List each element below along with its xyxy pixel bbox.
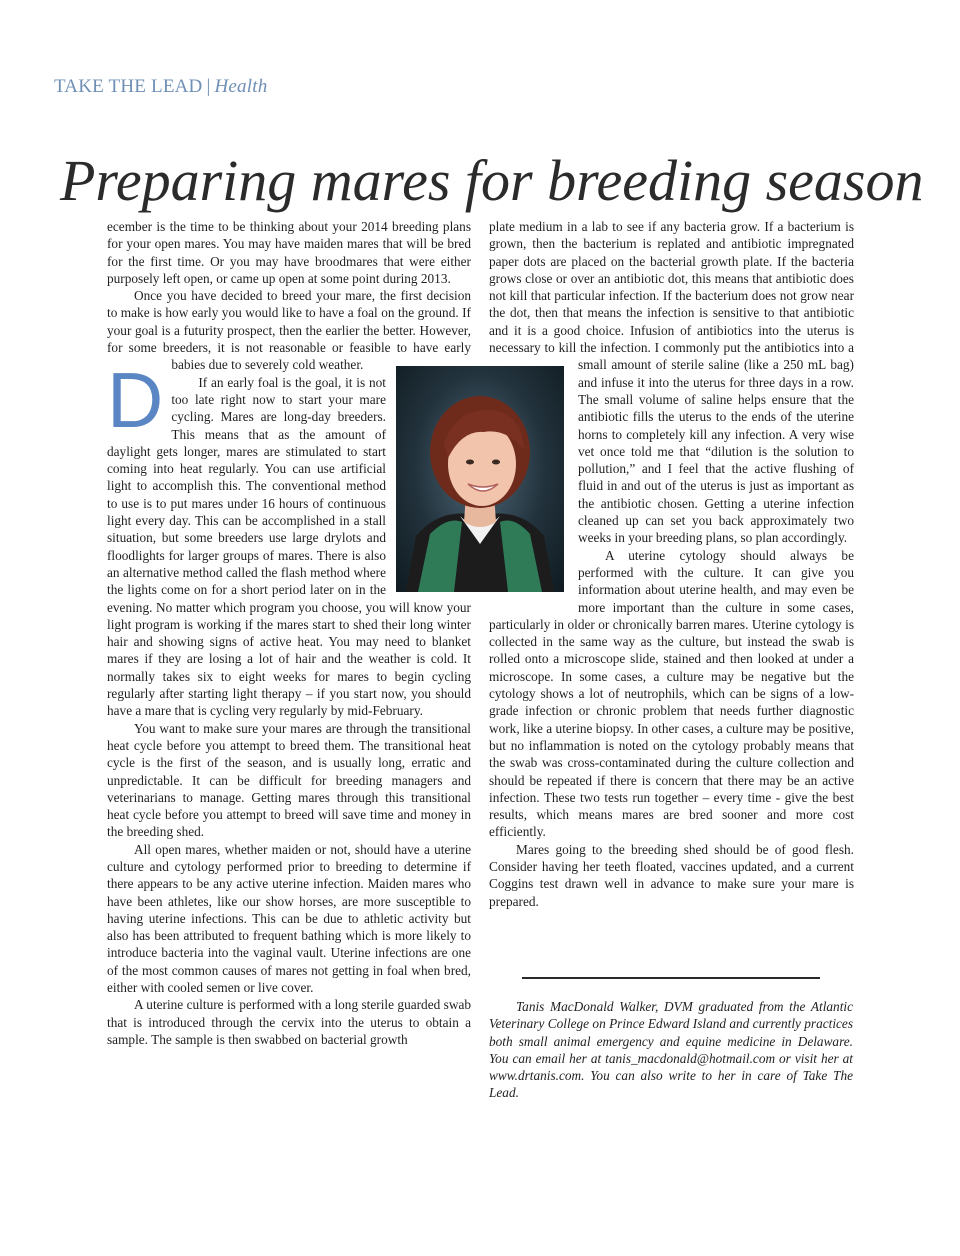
bio-divider [522, 977, 820, 979]
section-name: TAKE THE LEAD [54, 76, 203, 97]
subsection-name: Health [214, 76, 268, 97]
paragraph-5: All open mares, whether maiden or not, should have a uterine culture and cytology performed prior to breeding to determine if there appears to be any active uterine infection. Maiden mares who have been athletes, like our show horses, are more susceptible to having uterine infections. This can be due to athletic activity but also has been attributed to frequent bathing which is more likely to introduce bacteria into the vaginal vault. Uterine infections are one of the most common causes of mares not getting in foal when bred, either with cooled semen or live cover. [107, 841, 471, 996]
drop-cap: D [107, 356, 164, 444]
portrait-illustration [396, 366, 564, 592]
paragraph-3: If an early foal is the goal, it is not too late right now to start your mare cycling. Mares are long-day breeders. This means that as the amount of daylight gets longer, mares are stimulated to start coming into heat regularly. You can use artificial light to accomplish this. The conventional method to use is to put mares under 16 hours of continuous light every day. This can be accomplished in a stall situation, but some breeders use large drylots and floodlights for larger groups of mares. There is also an alternative method called the flash method where the lights come on for a short period later on in the evening. No matter which program you choose, you will know your light program is working if the mares start to shed their long winter hair and showing signs of active heat. You may need to blanket mares if they are losing a lot of hair and the weather is cold. It normally takes six to eight weeks for mares to begin cycling regularly after starting light therapy – if you start now, you should have a mare that is cycling very regularly by mid-February. [107, 374, 471, 719]
author-photo [396, 366, 564, 592]
paragraph-7: plate medium in a lab to see if any bacteria grow. If a bacterium is grown, then the bacterium is replated and antibiotic impregnated paper dots are placed on the bacterial growth plate. If the bacteria grows close or over an antibiotic dot, this means that antibiotic does not kill that particular infection. If the bacterium does not grow near the dot, then that means the infection is sensitive to that antibiotic and it is a good choice. Infusion of antibiotics into the uterus is necessary to kill the infection. I commonly put the antibiotics into a small amount of sterile saline (like a 250 mL bag) and infuse it into the uterus for three days in a row. The small volume of saline helps ensure that the antibiotic fills the uterus to the ends of the uterine horns to completely kill any infection. A very wise vet once told me that “dilution is the solution to pollution,” and I feel that the active flushing of fluid in and out of the uterus is just as important as the antibiotic chosen. Getting a uterine infection cleaned up can set you back approximately two weeks in your breeding plans, so plan accordingly. [489, 219, 854, 546]
left-column [107, 218, 471, 1048]
paragraph-6: A uterine culture is performed with a long sterile guarded swab that is introduced through the cervix into the uterus to obtain a sample. The sample is then swabbed on bacterial growth [107, 997, 471, 1047]
author-bio [489, 998, 853, 1102]
paragraph-9: Mares going to the breeding shed should be of good flesh. Consider having her teeth floated, vaccines updated, and a current Coggins test drawn well in advance to make sure your mare is prepared. [489, 841, 854, 909]
paragraph-1: D ecember is the time to be thinking about your 2014 breeding plans for your open mares. You may have maiden mares that will be bred for the first time. Or you may have broodmares that were either purposely left open, or came up open at some point during 2013. [107, 219, 471, 444]
bio-text: Tanis MacDonald Walker, DVM graduated from the Atlantic Veterinary College on Prince Edward Island and currently practices both small animal emergency and equine medicine in Delaware. You can email her at tanis_macdonald@hotmail.com or visit her at www.drtanis.com. You can also write to her in care of Take The Lead. [489, 999, 853, 1101]
paragraph-4: You want to make sure your mares are through the transitional heat cycle before you attempt to breed them. The transitional heat cycle is the first of the season, and is usually long, erratic and unpredictable. It can be difficult for breeding managers and veterinarians to manage. Getting mares through this transitional heat cycle before you attempt to breed will save time and money in the breeding shed. [107, 720, 471, 840]
paragraph-2: Once you have decided to breed your mare, the first decision to make is how early you would like to have a foal on the ground. If your goal is a futurity prospect, then the earlier the better. However, for some breeders, it is not reasonable or feasible to have early babies due to severely cold weather. [107, 288, 471, 373]
paragraph-8: A uterine cytology should always be performed with the culture. It can give you information about uterine health, and may even be more important than the culture in some cases, particularly in older or chronically barren mares. Uterine cytology is collected in the same way as the culture, but instead the swab is rolled onto a microscope slide, stained and then looked at under a microscope. In some cases, a culture may be negative but the cytology shows a lot of neutrophils, which can be signs of a low-grade infection or chronic problem that needs further diagnostic work, like a uterine biopsy. In other cases, a culture may be positive, but no inflammation is noted on the cytology probably means that the swab was cross-contaminated during the culture collection and should be repeated if there is concern that there may be an active infection. These two tests run together – every time - give the best results, which means mares are bred sooner and more cost efficiently. [489, 547, 854, 840]
section-header [54, 76, 267, 98]
section-separator: | [206, 76, 211, 97]
article-headline: Preparing mares for breeding season [60, 148, 924, 213]
